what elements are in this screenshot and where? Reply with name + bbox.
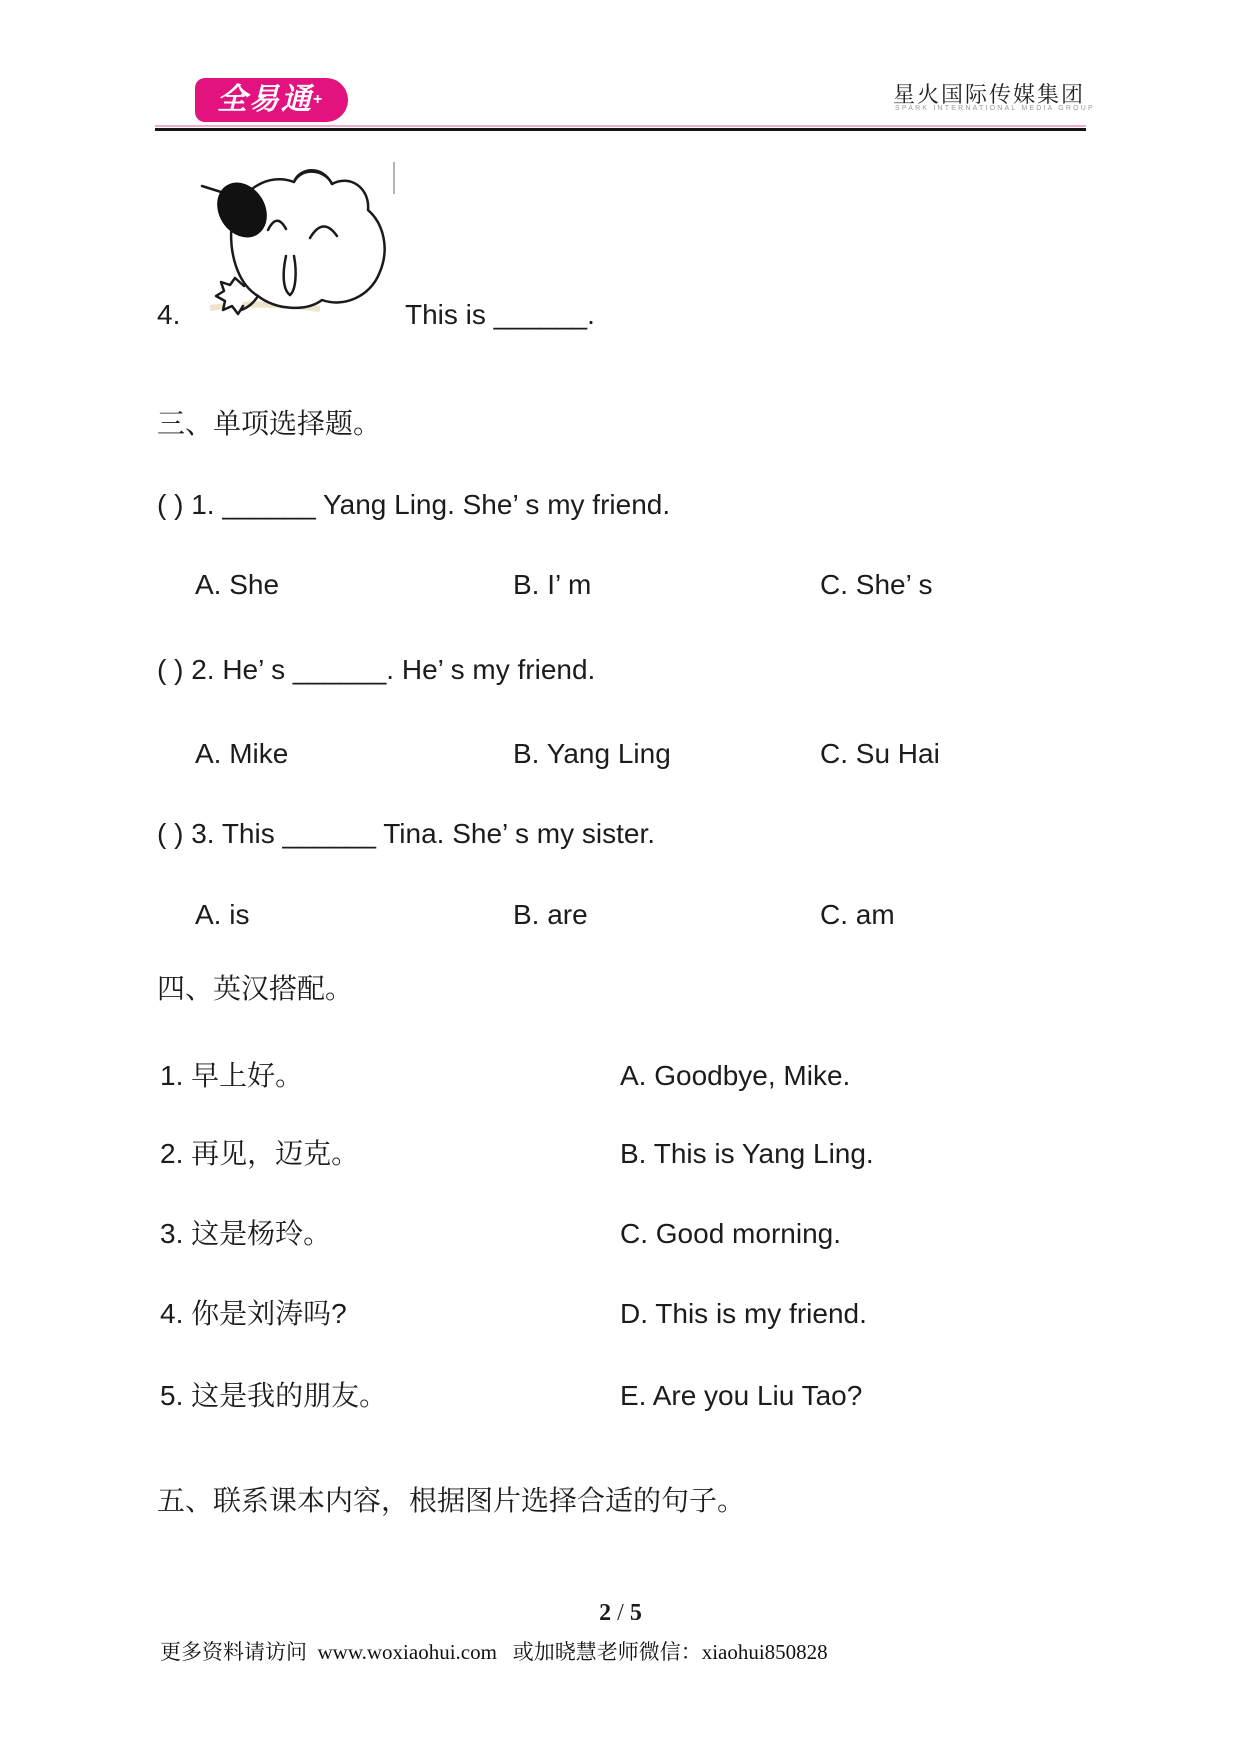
mc-q1-option-a: A. She [195,569,280,600]
mc-q2-option-b: B. Yang Ling [513,738,671,769]
match-2-chinese: 2. 再见，迈克。 [160,1138,360,1169]
page-total: 5 [629,1600,642,1626]
quanyitong-logo [195,78,348,122]
brand-name-en: SPARK INTERNATIONAL MEDIA GROUP [895,105,1095,112]
cartoon-mouse-icon [198,158,398,318]
page-separator: / [611,1600,630,1626]
mc-question-1: ( ) 1. ______ Yang Ling. She’ s my friend. [157,489,671,520]
section5-heading: 五、联系课本内容，根据图片选择合适的句子。 [157,1485,746,1516]
mc-q3-option-a: A. is [195,899,250,930]
match-c-english: C. Good morning. [620,1218,841,1249]
page-number [0,1600,1241,1627]
match-4-chinese: 4. 你是刘涛吗? [160,1298,347,1329]
section3-heading: 三、单项选择题。 [157,408,382,439]
header-rule-black [155,128,1086,131]
brand-name-cn: 星火国际传媒集团 [893,82,1086,107]
mc-question-2: ( ) 2. He’ s ______. He’ s my friend. [157,654,596,685]
footer-note: 更多资料请访问 www.woxiaohui.com 或加晓慧老师微信：xiaohui850828 [160,1640,828,1664]
match-3-chinese: 3. 这是杨玲。 [160,1218,332,1249]
mc-q2-option-c: C. Su Hai [820,738,940,769]
page-current: 2 [599,1600,612,1626]
question4-text: This is ______. [405,299,595,330]
mc-q1-option-b: B. I’ m [513,569,592,600]
match-d-english: D. This is my friend. [620,1298,867,1329]
match-1-chinese: 1. 早上好。 [160,1060,304,1091]
match-5-chinese: 5. 这是我的朋友。 [160,1380,388,1411]
logo-plus-mark: + [313,91,323,108]
match-a-english: A. Goodbye, Mike. [620,1060,851,1091]
match-b-english: B. This is Yang Ling. [620,1138,874,1169]
logo-text: 全易通 [217,83,313,116]
mc-question-3: ( ) 3. This ______ Tina. She’ s my sister. [157,818,655,849]
mc-q1-option-c: C. She’ s [820,569,933,600]
mc-q2-option-a: A. Mike [195,738,289,769]
mc-q3-option-c: C. am [820,899,895,930]
question4-number: 4. [157,299,181,330]
match-e-english: E. Are you Liu Tao? [620,1380,863,1411]
mc-q3-option-b: B. are [513,899,588,930]
section4-heading: 四、英汉搭配。 [157,973,354,1004]
header-rule-pink [155,125,1086,127]
